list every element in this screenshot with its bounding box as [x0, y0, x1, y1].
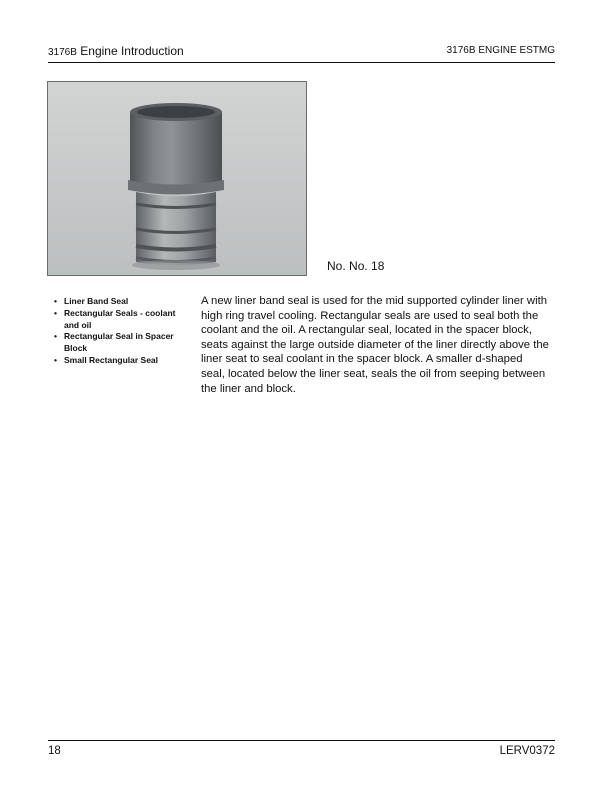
list-item: • Rectangular Seal in Spacer Block [54, 331, 189, 355]
list-item: • Small Rectangular Seal [54, 355, 189, 367]
footer-rule [48, 740, 555, 741]
caption-prefix: No. [327, 259, 346, 273]
caption-number: No. 18 [349, 259, 385, 273]
figure-caption [327, 259, 384, 273]
body-paragraph: A new liner band seal is used for the mid supported cylinder liner with high ring travel cooling. Rectangular seals are used to seal both the coolant and the oil. A rectangular seal, located in the spacer block, seats against the large outside diameter of the liner directly above the liner seat to seal coolant in the spacer block. A smaller d-shaped seal, located below the liner seat, seals the oil from seeping between the liner and block. [201, 295, 549, 395]
document-id: LERV0372 [499, 745, 555, 757]
header-rule [48, 62, 555, 63]
header-title: Engine Introduction [80, 44, 184, 58]
list-item: • Rectangular Seals - coolant and oil [54, 308, 189, 332]
running-header [48, 44, 184, 58]
header-course-code: 3176B ENGINE ESTMG [446, 45, 555, 56]
page-number: 18 [48, 745, 61, 757]
cylinder-liner-photo [47, 81, 307, 276]
seal-bullet-list [54, 296, 189, 367]
list-item: • Liner Band Seal [54, 296, 189, 308]
cylinder-liner-photo-icon [48, 82, 306, 275]
header-model: 3176B [48, 47, 77, 58]
